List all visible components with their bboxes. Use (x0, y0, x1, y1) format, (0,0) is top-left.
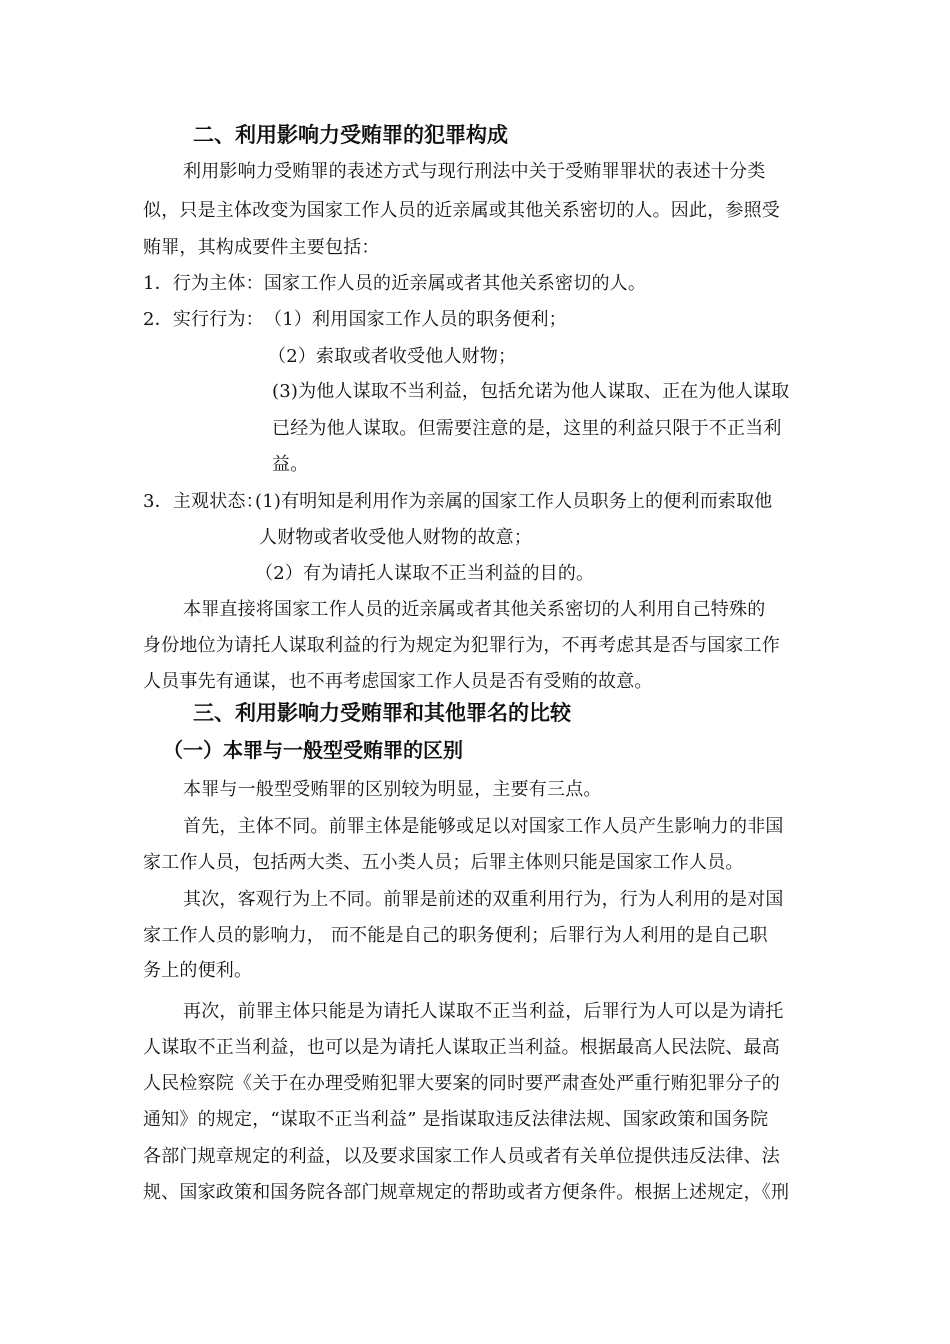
sub-item: (3)为他人谋取不当利益，包括允诺为他人谋取、正在为他人谋取 (272, 381, 790, 402)
section-heading: 三、利用影响力受贿罪和其他罪名的比较 (193, 701, 571, 725)
paragraph-line: 各部门规章规定的利益，以及要求国家工作人员或者有关单位提供违反法律、法 (143, 1146, 780, 1167)
paragraph-line: 人谋取不正当利益，也可以是为请托人谋取正当利益。根据最高人民法院、最高 (143, 1037, 780, 1058)
paragraph-line: 通知》的规定，“谋取不正当利益” 是指谋取违反法律法规、国家政策和国务院 (143, 1109, 769, 1130)
sub-item: 益。 (272, 454, 309, 475)
paragraph-line: 人员事先有通谋，也不再考虑国家工作人员是否有受贿的故意。 (143, 671, 653, 692)
paragraph-line: 再次，前罪主体只能是为请托人谋取不正当利益，后罪行为人可以是为请托 (183, 1001, 784, 1022)
paragraph-line: 家工作人员，包括两大类、五小类人员；后罪主体则只能是国家工作人员。 (143, 852, 744, 873)
paragraph-line: 务上的便利。 (143, 960, 253, 981)
list-item-label: 2．实行行为： (143, 309, 264, 330)
paragraph-line: 利用影响力受贿罪的表述方式与现行刑法中关于受贿罪罪状的表述十分类 (183, 161, 766, 182)
list-item: 1．行为主体：国家工作人员的近亲属或者其他关系密切的人。 (143, 273, 647, 294)
list-item-label: 3．主观状态： (143, 491, 264, 512)
paragraph-line: 本罪与一般型受贿罪的区别较为明显，主要有三点。 (183, 779, 602, 800)
paragraph-line: 贿罪，其构成要件主要包括： (143, 237, 380, 258)
sub-item: (1)有明知是利用作为亲属的国家工作人员职务上的便利而索取他 (255, 491, 773, 512)
sub-item: 已经为他人谋取。但需要注意的是，这里的利益只限于不正当利 (272, 418, 782, 439)
sub-item: （2）有为请托人谋取不正当利益的目的。 (255, 563, 595, 584)
sub-item: （1）利用国家工作人员的职务便利； (264, 309, 567, 330)
paragraph-line: 首先，主体不同。前罪主体是能够或足以对国家工作人员产生影响力的非国 (183, 816, 784, 837)
paragraph-line: 本罪直接将国家工作人员的近亲属或者其他关系密切的人利用自己特殊的 (183, 599, 766, 620)
paragraph-line: 似，只是主体改变为国家工作人员的近亲属或其他关系密切的人。因此，参照受 (143, 200, 780, 221)
sub-item: 人财物或者收受他人财物的故意； (259, 527, 532, 548)
paragraph-line: 其次，客观行为上不同。前罪是前述的双重利用行为，行为人利用的是对国 (183, 889, 784, 910)
paragraph-line: 身份地位为请托人谋取利益的行为规定为犯罪行为，不再考虑其是否与国家工作 (143, 635, 780, 656)
section-heading: 二、利用影响力受贿罪的犯罪构成 (193, 123, 508, 147)
sub-item: （2）索取或者收受他人财物； (268, 346, 517, 367)
subsection-heading: （一）本罪与一般型受贿罪的区别 (163, 738, 463, 762)
paragraph-line: 规、国家政策和国务院各部门规章规定的帮助或者方便条件。根据上述规定，《刑 (143, 1182, 790, 1203)
paragraph-line: 人民检察院《关于在办理受贿犯罪大要案的同时要严肃查处严重行贿犯罪分子的 (143, 1073, 780, 1094)
paragraph-line: 家工作人员的影响力， 而不能是自己的职务便利；后罪行为人利用的是自己职 (143, 925, 768, 946)
